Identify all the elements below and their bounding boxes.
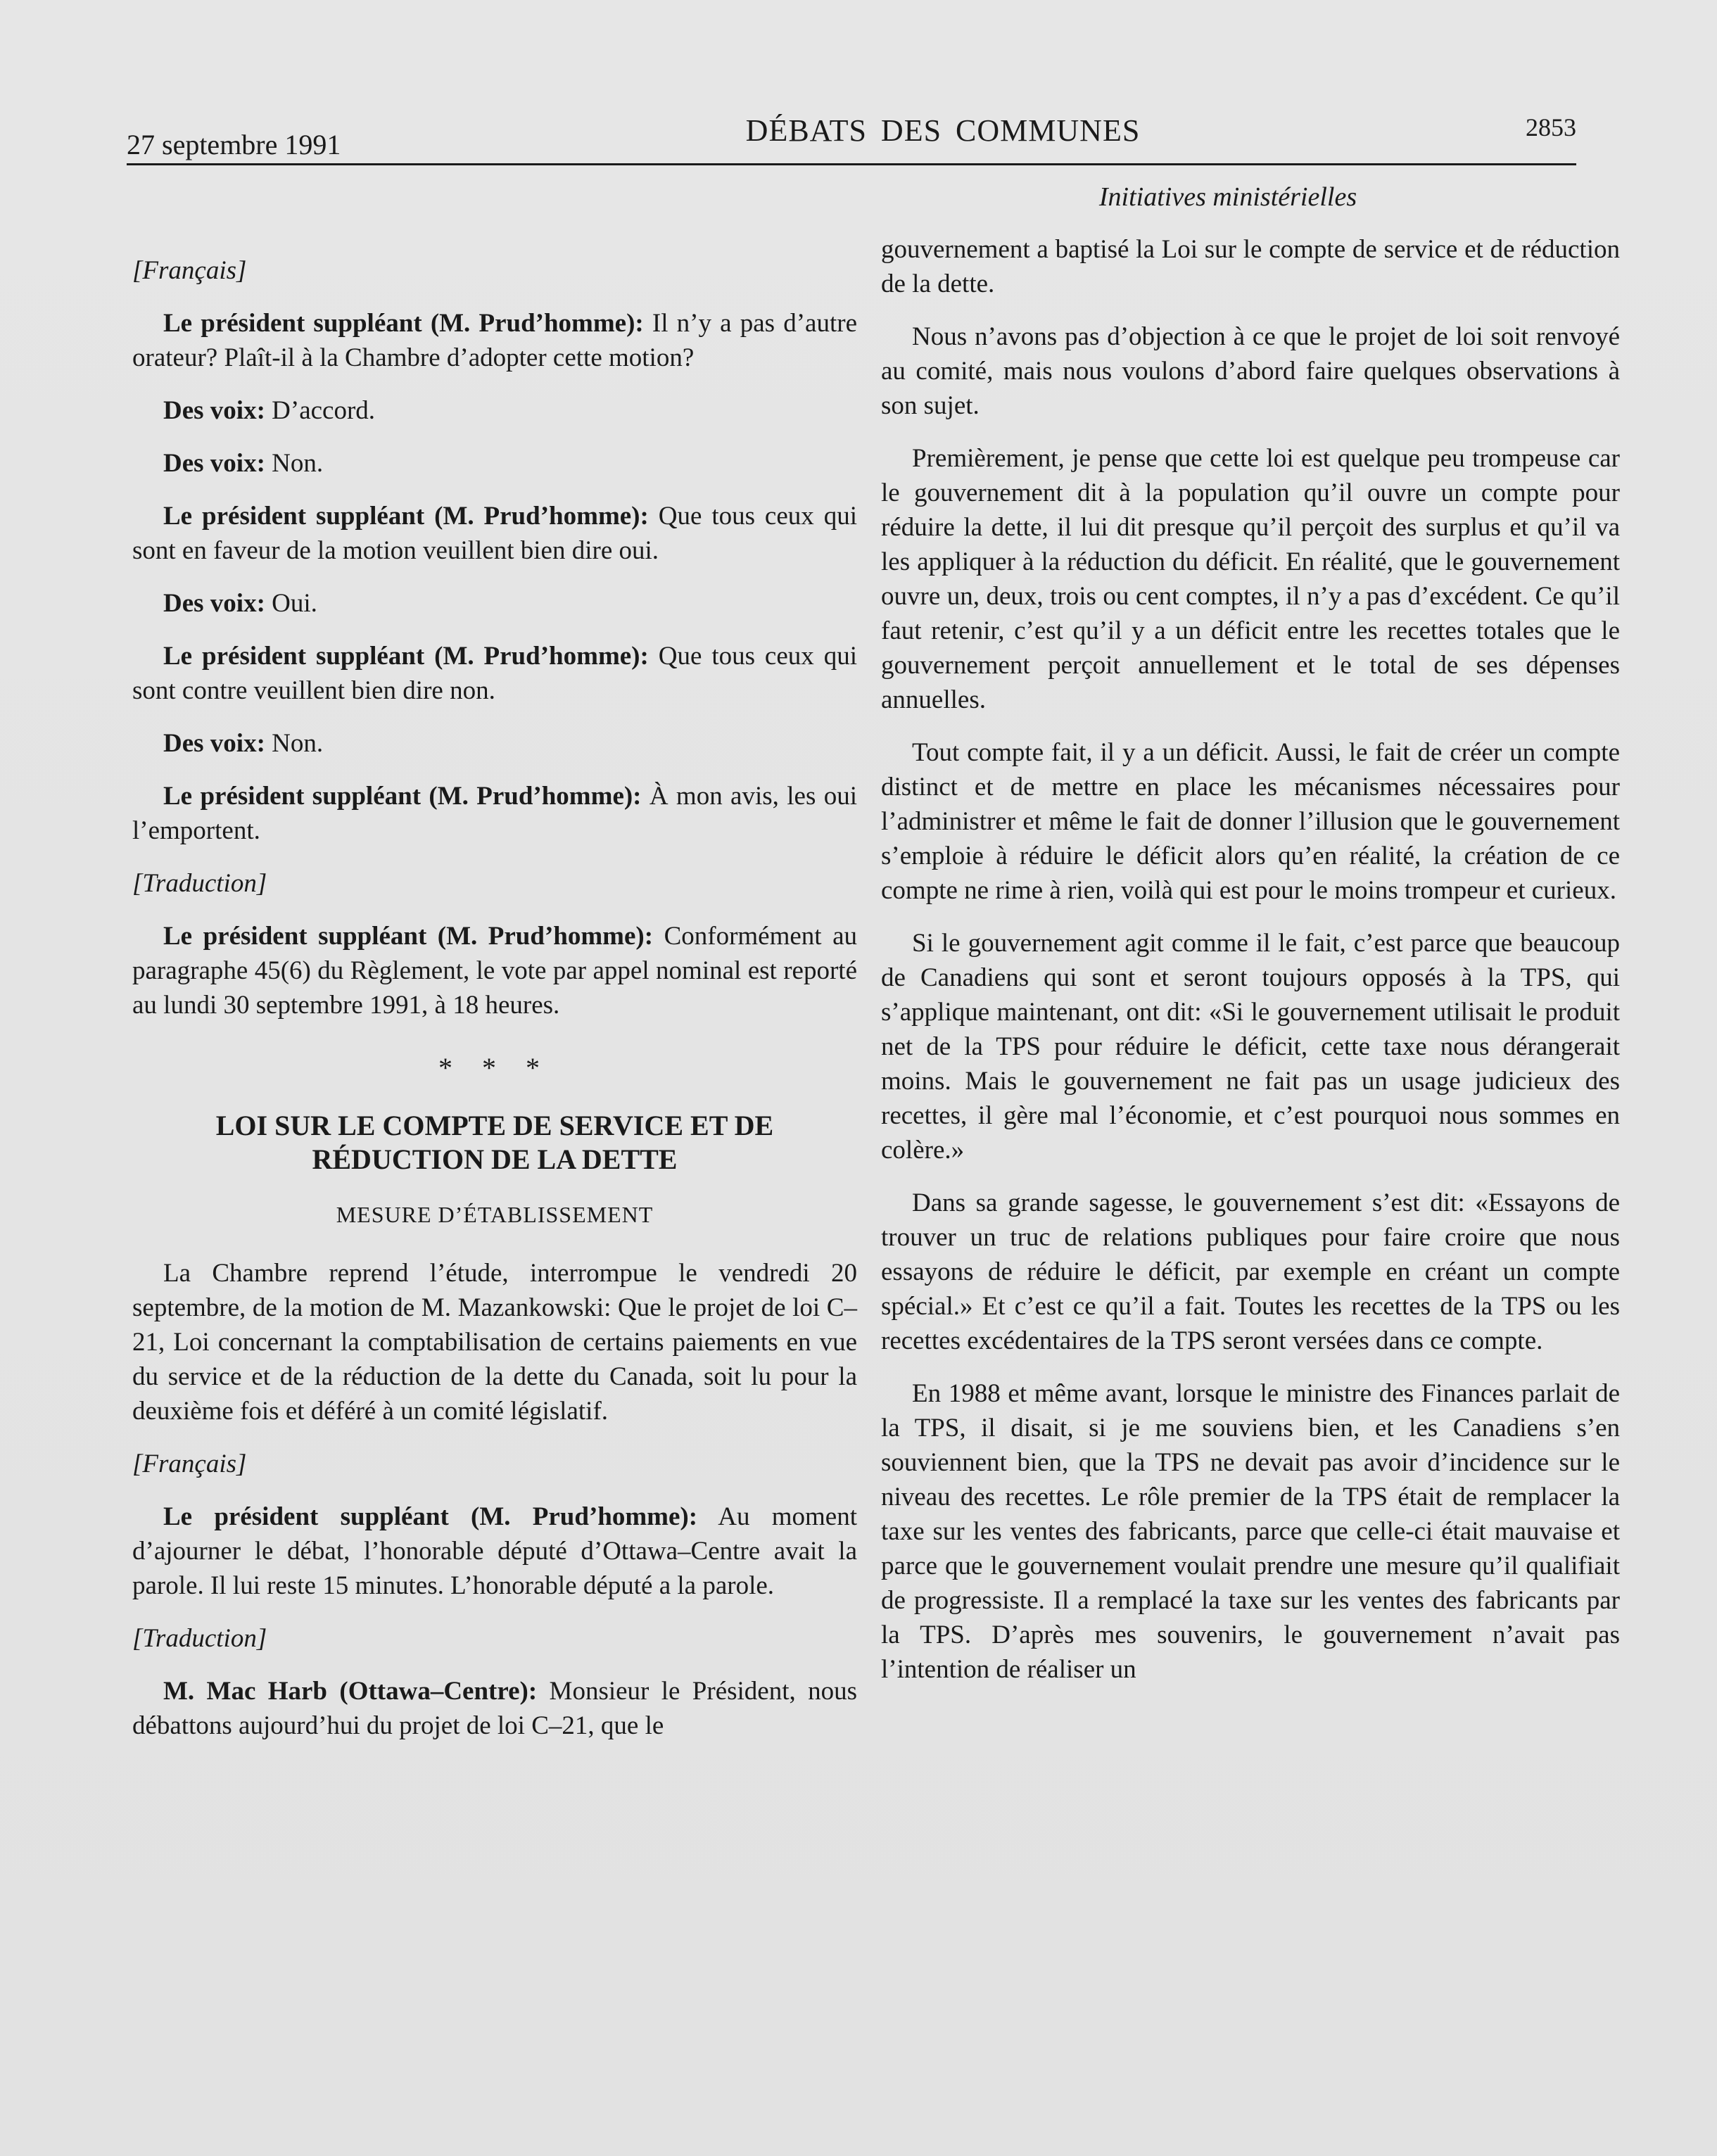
speaker: Le président suppléant (M. Prud’homme):	[163, 782, 642, 811]
paragraph-text: Non.	[265, 449, 324, 478]
paragraph-text: Au moment d’ajourner le débat, l’honorable député d’Ottawa–Centre avait la parole. Il lui reste 15 minutes. L’honorable député a la parole.	[132, 1502, 857, 1600]
paragraph-text: Que tous ceux qui sont en faveur de la motion veuillent bien dire oui.	[132, 502, 857, 565]
paragraph	[132, 446, 857, 481]
paragraph	[132, 306, 857, 375]
bill-title: LOI SUR LE COMPTE DE SERVICE ET DE RÉDUCTION DE LA DETTE	[215, 1110, 774, 1175]
paragraph-text: Monsieur le Président, nous débattons aujourd’hui du projet de loi C–21, que le	[132, 1677, 858, 1740]
paragraph-text: Non.	[265, 729, 324, 758]
paragraph: Nous n’avons pas d’objection à ce que le projet de loi soit renvoyé au comité, mais nous voulons d’abord faire quelques observations à son sujet.	[881, 322, 1620, 420]
speaker: Des voix:	[163, 729, 265, 758]
paragraph	[132, 1499, 857, 1603]
header-title: DÉBATS DES COMMUNES	[745, 113, 1141, 148]
paragraph: En 1988 et même avant, lorsque le ministre des Finances parlait de la TPS, il disait, si je me souviens bien, et les Canadiens s’en souviennent bien, que la TPS ne devait pas avoir d’incidence sur le niveau des recettes. Le rôle premier de la TPS était de remplacer la taxe sur les ventes des fabricants, parce que celle-ci était mauvaise et parce que le gouvernement voulait prendre une mesure qu’il qualifiait de progressiste. Il a remplacé la taxe sur les ventes des fabricants par la TPS. D’après mes souvenirs, le gouvernement n’avait pas l’intention de réaliser un	[881, 1379, 1620, 1684]
speaker: Des voix:	[163, 449, 265, 478]
speaker: Le président suppléant (M. Prud’homme):	[163, 922, 654, 951]
speaker: Le président suppléant (M. Prud’homme):	[163, 642, 649, 671]
speaker: Le président suppléant (M. Prud’homme):	[163, 309, 644, 338]
paragraph	[132, 586, 857, 621]
procedural-note: [Traduction]	[132, 1624, 267, 1653]
paragraph	[132, 726, 857, 761]
speaker: M. Mac Harb (Ottawa–Centre):	[163, 1677, 538, 1706]
paragraph-text: Oui.	[265, 589, 317, 618]
paragraph-text: À mon avis, les oui l’emportent.	[132, 782, 857, 845]
paragraph-text: Que tous ceux qui sont contre veuillent bien dire non.	[132, 642, 857, 705]
speaker: Des voix:	[163, 589, 265, 618]
header-rule	[127, 163, 1576, 165]
paragraph: Si le gouvernement agit comme il le fait, c’est parce que beaucoup de Canadiens qui sont et seront toujours opposés à la TPS, qui s’applique maintenant, ont dit: «Si le gouvernement utilisait le produit net de la TPS pour réduire le déficit, cette taxe nous dérangerait moins. Mais le gouvernement ne fait pas un usage judicieux des recettes, il gère mal l’économie, et c’est pourquoi nous sommes en colère.»	[881, 929, 1620, 1165]
procedural-note: [Traduction]	[132, 869, 267, 898]
speaker: Le président suppléant (M. Prud’homme):	[163, 502, 649, 531]
paragraph-text: Il n’y a pas d’autre orateur? Plaît-il à la Chambre d’adopter cette motion?	[132, 309, 857, 372]
paragraph: gouvernement a baptisé la Loi sur le compte de service et de réduction de la dette.	[881, 235, 1620, 298]
running-head	[127, 113, 1576, 169]
paragraph	[132, 919, 857, 1022]
section-separator: * * *	[438, 1052, 551, 1084]
left-column	[132, 253, 857, 1761]
bill-subtitle: MESURE D’ÉTABLISSEMENT	[336, 1202, 654, 1227]
procedural-note: [Français]	[132, 256, 247, 285]
speaker: Des voix:	[163, 396, 265, 425]
right-column	[881, 232, 1620, 1705]
paragraph: Premièrement, je pense que cette loi est quelque peu trompeuse car le gouvernement dit à la population qu’il ouvre un compte pour réduire la dette, il lui dit presque qu’il perçoit des surplus et qu’il va les appliquer à la réduction du déficit. En réalité, que le gouvernement ouvre un, deux, trois ou cent comptes, il n’y a pas d’excédent. Ce qu’il faut retenir, c’est qu’il y a un déficit entre les recettes totales que le gouvernement perçoit annuellement et le total de ses dépenses annuelles.	[881, 444, 1620, 714]
paragraph	[132, 393, 857, 428]
page-number: 2853	[1526, 113, 1576, 141]
paragraph-text: D’accord.	[265, 396, 376, 425]
paragraph-text: Conformément au paragraphe 45(6) du Règlement, le vote par appel nominal est reporté au lundi 30 septembre 1991, à 18 heures.	[132, 922, 857, 1020]
paragraph: Dans sa grande sagesse, le gouvernement s’est dit: «Essayons de trouver un truc de relations publiques pour faire croire que nous essayons de réduire le déficit, par exemple en créant un compte spécial.» Et c’est ce qu’il a fait. Toutes les recettes de la TPS ou les recettes excédentaires de la TPS seront versées dans ce compte.	[881, 1188, 1620, 1355]
paragraph: Tout compte fait, il y a un déficit. Aussi, le fait de créer un compte distinct et de mettre en place les mécanismes nécessaires pour l’administrer et même le fait de donner l’illusion que le gouvernement s’emploie à réduire le déficit alors qu’en réalité, la création de ce compte ne rime à rien, voilà qui est pour le moins trompeur et curieux.	[881, 738, 1620, 905]
section-heading: Initiatives ministérielles	[1098, 182, 1357, 212]
header-date: 27 septembre 1991	[127, 129, 341, 160]
paragraph: La Chambre reprend l’étude, interrompue le vendredi 20 septembre, de la motion de M. Mazankowski: Que le projet de loi C–21, Loi concernant la comptabilisation de certains paiements en vue du service et de la réduction de la dette du Canada, soit lu pour la deuxième fois et déféré à un comité législatif.	[132, 1259, 857, 1426]
paragraph	[132, 1674, 857, 1743]
paragraph	[132, 499, 857, 568]
speaker: Le président suppléant (M. Prud’homme):	[163, 1502, 698, 1531]
paragraph	[132, 639, 857, 708]
paragraph	[132, 779, 857, 848]
procedural-note: [Français]	[132, 1450, 247, 1478]
